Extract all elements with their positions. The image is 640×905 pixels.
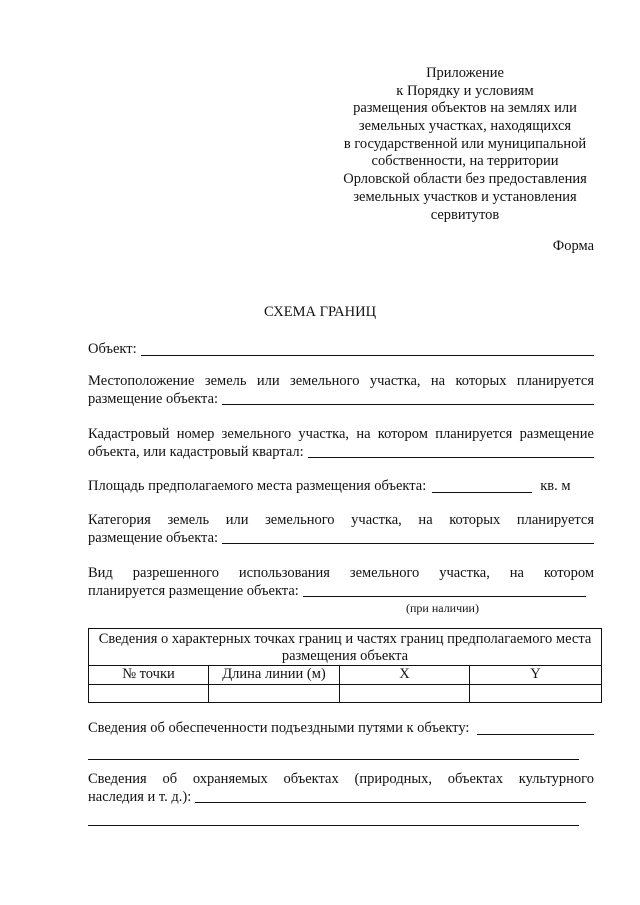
appendix-line: земельных участков и установления: [353, 188, 577, 205]
appendix-line: в государственной или муниципальной: [343, 135, 587, 152]
access-roads-field: [88, 720, 594, 760]
cadastral-label-line2: объекта, или кадастровый квартал:: [88, 443, 304, 460]
column-header-point-number: № точки: [89, 666, 209, 685]
column-header-y: Y: [470, 666, 602, 685]
object-field: [88, 341, 594, 359]
appendix-line: размещения объектов на землях или: [353, 100, 577, 117]
access-roads-label: Сведения об обеспеченности подъездными путями к объекту:: [88, 720, 470, 736]
location-field: [88, 373, 594, 408]
area-blank[interactable]: [432, 491, 532, 493]
area-unit: кв. м: [540, 478, 571, 494]
protected-label-line2: наследия и т. д.):: [88, 788, 192, 805]
protected-objects-field: [88, 771, 594, 826]
protected-blank[interactable]: [195, 801, 586, 803]
appendix-line: к Порядку и условиям: [396, 82, 534, 99]
category-blank[interactable]: [222, 542, 594, 544]
area-label: Площадь предполагаемого места размещения объекта:: [88, 478, 427, 494]
form-label: Форма: [552, 238, 594, 254]
object-blank[interactable]: [141, 354, 594, 356]
table-cell[interactable]: [340, 685, 470, 703]
page-title: СХЕМА ГРАНИЦ: [263, 304, 377, 320]
category-label-line1: Категория земель или земельного участка, на которых планируется: [88, 512, 594, 528]
location-label-line1: Местоположение земель или земельного участка, на которых планируется: [88, 373, 594, 389]
boundary-points-table: [88, 628, 602, 703]
appendix-line: земельных участках, находящихся: [358, 118, 572, 135]
protected-label-line1: Сведения об охраняемых объектах (природных, объектах культурного: [88, 771, 594, 787]
permitted-use-field: [88, 565, 594, 616]
appendix-header: [330, 65, 600, 224]
category-field: [88, 512, 594, 547]
category-label-line2: размещение объекта:: [88, 529, 219, 546]
cadastral-label-line1: Кадастровый номер земельного участка, на котором планируется размещение: [88, 426, 594, 442]
location-blank[interactable]: [222, 403, 594, 405]
cadastral-field: [88, 426, 594, 461]
table-caption: Сведения о характерных точках границ и частях границ предполагаемого места размещения объекта: [89, 629, 602, 666]
permitted-use-blank[interactable]: [303, 595, 586, 597]
appendix-line: Приложение: [426, 65, 504, 81]
table-cell[interactable]: [209, 685, 340, 703]
appendix-line: сервитутов: [430, 206, 500, 223]
object-label: Объект:: [88, 341, 137, 357]
table-cell[interactable]: [470, 685, 602, 703]
permitted-use-label-line1: Вид разрешенного использования земельного участка, на котором: [88, 565, 594, 581]
table-row: [89, 685, 602, 703]
column-header-line-length: Длина линии (м): [209, 666, 340, 685]
area-field: [88, 478, 594, 496]
cadastral-blank[interactable]: [308, 456, 594, 458]
protected-blank-line2[interactable]: [88, 824, 579, 826]
appendix-line: собственности, на территории: [371, 153, 559, 170]
table-cell[interactable]: [89, 685, 209, 703]
access-roads-blank[interactable]: [477, 733, 594, 735]
access-roads-blank-line2[interactable]: [88, 758, 579, 760]
location-label-line2: размещение объекта:: [88, 390, 219, 407]
appendix-line: Орловской области без предоставления: [343, 171, 587, 188]
permitted-use-note: (при наличии): [406, 601, 479, 616]
permitted-use-label-line2: планируется размещение объекта:: [88, 582, 299, 599]
column-header-x: X: [340, 666, 470, 685]
